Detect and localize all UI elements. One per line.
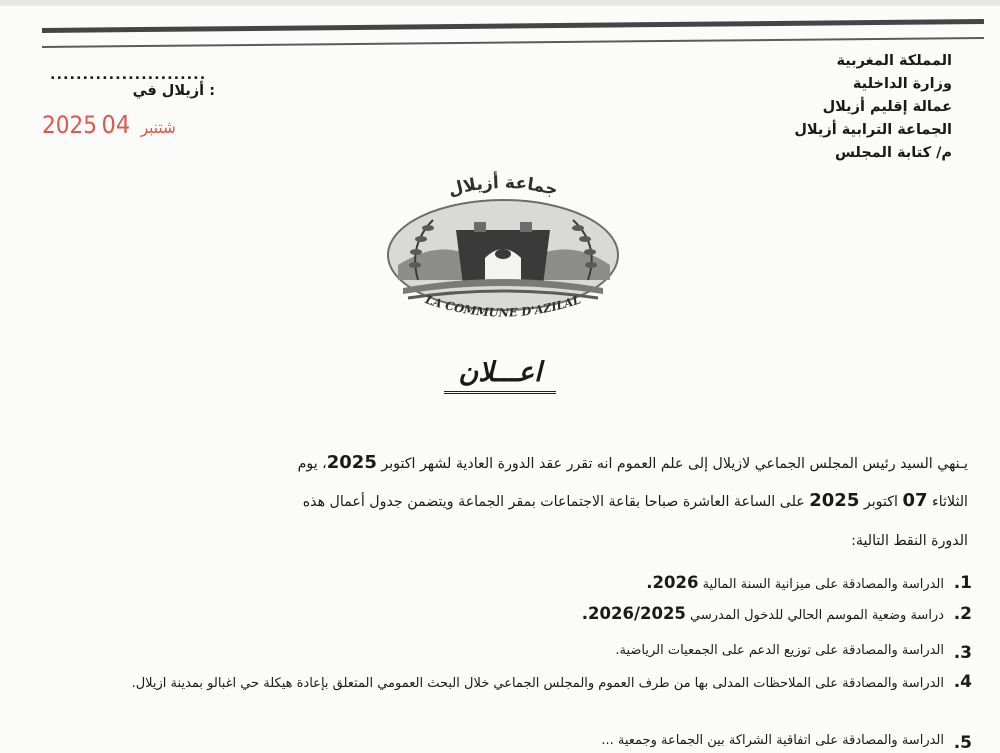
date-stamp-day: 04 [101, 110, 131, 139]
agenda-item-number: 5. [953, 733, 972, 753]
letterhead-line-kingdom: المملكة المغربية [836, 53, 952, 69]
emblem-logo-icon [378, 170, 628, 340]
agenda-item-number: 3. [953, 643, 972, 663]
p2-weekday: الثلاثاء [927, 494, 968, 510]
agenda-item-text [50, 573, 944, 592]
agenda-item-number: 1. [953, 573, 972, 593]
p1-year: 2025 [326, 452, 377, 473]
commune-emblem [378, 170, 628, 340]
p2-month: اكتوبر [859, 494, 903, 510]
agenda-item-1-text: الدراسة والمصادقة على ميزانية السنة المالية [698, 577, 944, 592]
agenda-item-5-text: الدراسة والمصادقة على اتفاقية الشراكة بين الجماعة وجمعية ... [601, 733, 944, 748]
p1-text: يـنهي السيد رئيس المجلس الجماعي لازيلال إلى علم العموم انه تقرر عقد الدورة العادية لشهر اكتوبر [376, 456, 968, 472]
body-paragraph-1 [60, 452, 968, 473]
agenda-item-1-bold: 2026. [646, 573, 699, 592]
body-paragraph-2 [60, 490, 968, 511]
date-stamp-month: شتنبر [140, 118, 176, 138]
letterhead [652, 50, 952, 165]
header-rule-thick [42, 19, 984, 33]
agenda-item-3-text: الدراسة والمصادقة على توزيع الدعم على الجمعيات الرياضية. [615, 643, 944, 658]
p2-year: 2025 [809, 490, 860, 511]
announcement-title-wrap [400, 357, 600, 394]
date-stamp-year: 2025 [42, 111, 97, 139]
place-label: أزيلال في : [132, 83, 215, 99]
place-date-line [50, 67, 215, 99]
header-rule-thin [42, 37, 984, 48]
agenda-item-2-text: دراسة وضعية الموسم الحالي للدخول المدرسي [685, 608, 944, 623]
emblem-latin-text: LA COMMUNE D'AZILAL [423, 292, 583, 320]
body-paragraph-3: الدورة النقط التالية: [851, 533, 968, 549]
place-dots: ........................ [50, 67, 207, 83]
scan-top-edge [0, 0, 1000, 6]
emblem-arabic-text: جماعة أزيلال [446, 172, 560, 201]
letterhead-line-ministry: وزارة الداخلية [852, 76, 952, 92]
agenda-item-2-bold: 2026/2025. [581, 604, 686, 623]
svg-text:جماعة أزيلال [446, 171, 560, 200]
date-stamp [42, 110, 182, 139]
letterhead-line-province: عمالة إقليم أزيلال [822, 99, 952, 115]
agenda-item-text [50, 604, 944, 623]
agenda-item-4-text: الدراسة والمصادقة على الملاحظات المدلى بها من طرف العموم والمجلس الجماعي خلال البحث العمومي المتعلق بإعادة هيكلة حي اغبالو بمدينة ازيلال. [131, 676, 944, 691]
letterhead-line-commune: الجماعة الترابية أزيلال [794, 122, 952, 138]
announcement-title: اعـــلان [444, 357, 555, 394]
p2-rest: على الساعة العاشرة صباحا بقاعة الاجتماعات بمقر الجماعة ويتضمن جدول أعمال هذه [302, 494, 810, 510]
letterhead-line-office: م/ كتابة المجلس [834, 145, 952, 161]
agenda-item-number: 2. [953, 604, 972, 624]
p1-tail: ، يوم [297, 456, 327, 472]
p2-day: 07 [902, 490, 928, 511]
agenda-item-number: 4. [953, 672, 972, 692]
